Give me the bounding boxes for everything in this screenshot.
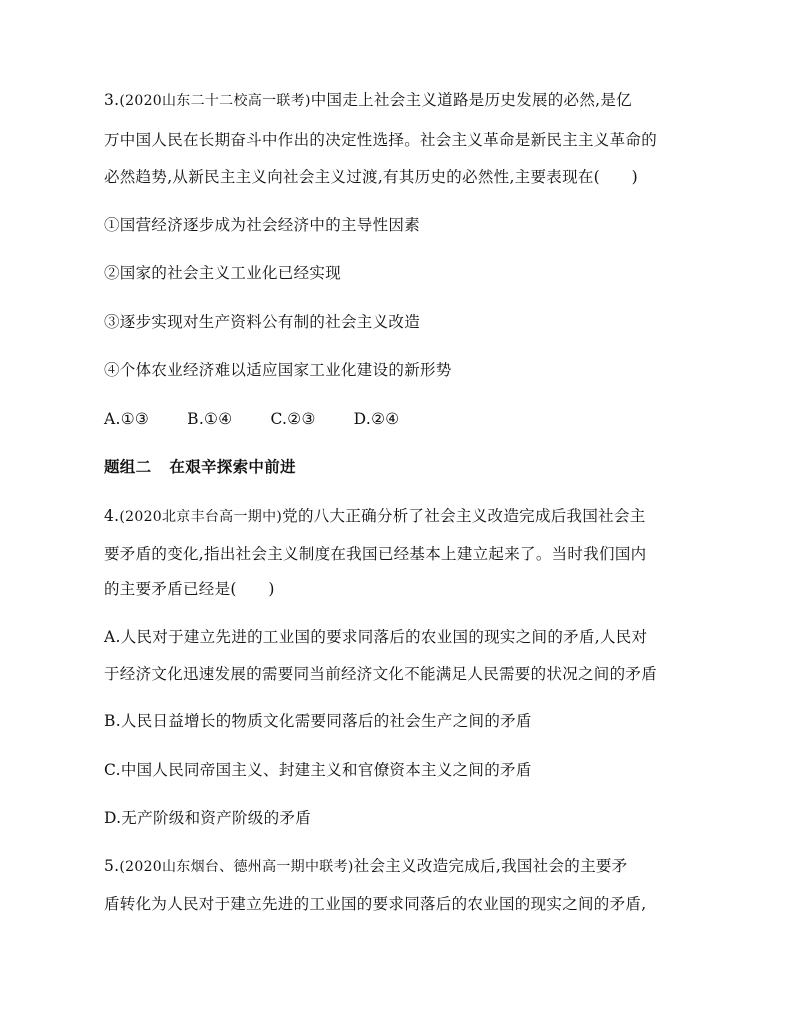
q4-source: (2020北京丰台高一期中) [119, 509, 283, 525]
q3-line-2: 万中国人民在长期奋斗中作出的决定性选择。社会主义革命是新民主主义革命的 [104, 131, 658, 149]
q4-line-1 [104, 505, 704, 528]
q4-line-2: 要矛盾的变化,指出社会主义制度在我国已经基本上建立起来了。当时我们国内 [104, 545, 647, 563]
q3-option-d: D.②④ [353, 410, 400, 428]
q4-option-a-line-1: A.人民对于建立先进的工业国的要求同落后的农业国的现实之间的矛盾,人民对 [104, 628, 648, 646]
q5-line-2: 盾转化为人民对于建立先进的工业国的要求同落后的农业国的现实之间的矛盾, [104, 895, 647, 913]
q3-item-3: ③逐步实现对生产资料公有制的社会主义改造 [104, 313, 421, 331]
q3-options [104, 408, 704, 430]
section-heading [104, 456, 704, 478]
q3-item-1: ①国营经济逐步成为社会经济中的主导性因素 [104, 216, 421, 234]
q5-line-1 [104, 855, 704, 878]
section-label: 题组二 [104, 458, 152, 476]
q4-option-a-line-2: 于经济文化迅速发展的需要同当前经济文化不能满足人民需要的状况之间的矛盾 [104, 665, 658, 683]
q3-option-c: C.②③ [270, 410, 316, 428]
q3-option-a: A.①③ [104, 410, 150, 428]
q3-line-1 [104, 89, 704, 112]
q5-text-1: 社会主义改造完成后,我国社会的主要矛 [353, 857, 628, 875]
q3-line-3: 必然趋势,从新民主主义向社会主义过渡,有其历史的必然性,主要表现在( ) [104, 168, 638, 186]
q3-text-1: 中国走上社会主义道路是历史发展的必然,是亿 [310, 91, 632, 109]
q4-option-d: D.无产阶级和资产阶级的矛盾 [104, 809, 312, 827]
section-title: 在艰辛探索中前进 [169, 458, 296, 476]
q4-number: 4. [104, 507, 120, 525]
q4-option-b: B.人民日益增长的物质文化需要同落后的社会生产之间的矛盾 [104, 712, 532, 730]
q3-item-2: ②国家的社会主义工业化已经实现 [104, 264, 342, 282]
q4-line-3: 的主要矛盾已经是( ) [104, 580, 275, 598]
q3-number: 3. [104, 91, 120, 109]
q5-source: (2020山东烟台、德州高一期中联考) [119, 859, 354, 875]
q3-item-4: ④个体农业经济难以适应国家工业化建设的新形势 [104, 361, 452, 379]
q5-number: 5. [104, 857, 120, 875]
q4-text-1: 党的八大正确分析了社会主义改造完成后我国社会主 [282, 507, 646, 525]
q3-option-b: B.①④ [187, 410, 233, 428]
q3-source: (2020山东二十二校高一联考) [119, 93, 311, 109]
q4-option-c: C.中国人民同帝国主义、封建主义和官僚资本主义之间的矛盾 [104, 761, 532, 779]
